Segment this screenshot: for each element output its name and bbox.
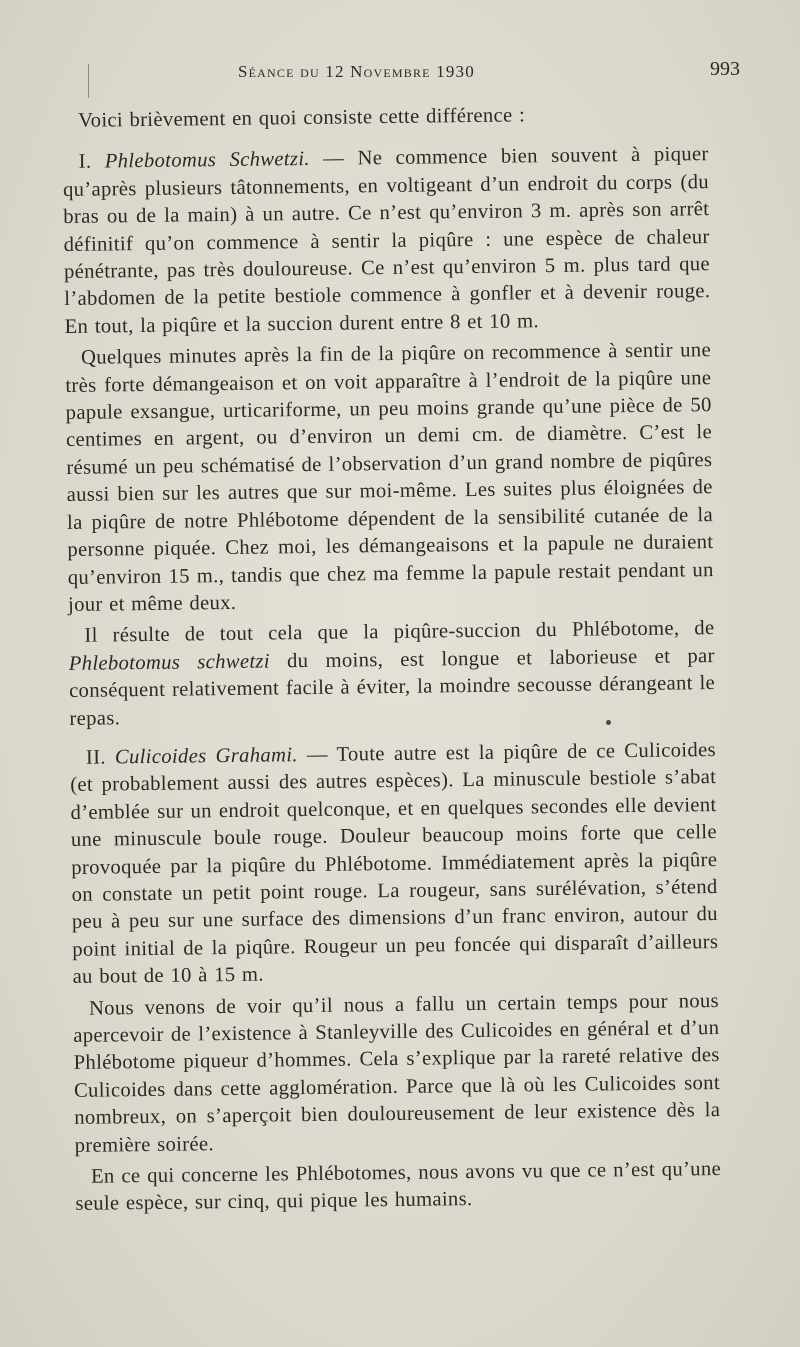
section-1-paragraph-3-start: Il résulte de tout cela que la piqûre-succion du Phlébotome, de	[84, 617, 715, 648]
section-1-label: I.	[78, 151, 92, 174]
section-2-paragraph-2: Nous venons de voir qu’il nous a fallu un certain temps pour nous apercevoir de l’existence à Stanleyville des Culicoides en général et d’un Phlébotome piqueur d’hommes. Cela s’explique par la rareté relative des Culicoides dans cette agglomération. Parce que là où les Culicoides sont nombreux, on s’aperçoit bien douloureusement de leur existence dès la première soirée.	[73, 989, 721, 1157]
section-2-paragraph-1-text: — Toute autre est la piqûre de ce Culicoides (et probablement aussi des autres espèces). La minuscule bestiole s’abat d’emblée sur un endroit quelconque, et en quelques secondes elle devient une minuscule boule rouge. Douleur beaucoup moins forte que celle provoquée par la piqûre du Phlébotome. Immédiatement après la piqûre on constate un petit point rouge. La rougeur, sans surélévation, s’étend peu à peu sur une surface des dimensions d’un franc environ, autour du point initial de la piqûre. Rougeur un peu foncée qui disparaît d’ailleurs au bout de 10 à 15 m.	[70, 738, 719, 989]
page-header	[60, 58, 740, 88]
section-2-species: Culicoides Grahami.	[114, 744, 298, 769]
ink-dot	[606, 720, 611, 725]
section-2-paragraph-3: En ce qui concerne les Phlébotomes, nous avons vu que ce n’est qu’une seule espèce, sur cinq, qui pique les humains.	[75, 1158, 722, 1216]
section-2-label: II.	[85, 746, 106, 769]
section-1-paragraph-3-species: Phlebotomus schwetzi	[68, 650, 271, 675]
section-1-paragraph-1-text: — Ne commence bien souvent à piquer qu’après plusieurs tâtonnements, en voltigeant d’un endroit du corps (du bras ou de la main) à un autre. Ce n’est qu’environ 3 m. après son arrêt définitif qu’on commence à sentir la piqûre : une espèce de chaleur pénétrante, pas très douloureuse. Ce n’est qu’environ 5 m. plus tard que l’abdomen de la petite bestiole commence à gonfler et à devenir rouge. En tout, la piqûre et la succion durent entre 8 et 10 m.	[62, 143, 711, 338]
section-1-paragraph-3-end: du moins, est longue et laborieuse et par conséquent relativement facile à éviter, la moindre secousse dérangeant le repas.	[68, 644, 716, 730]
section-1-paragraph-2: Quelques minutes après la fin de la piqûre on recommence à sentir une très forte démangeaison et on voit apparaître à l’endroit de la piqûre une papule exsangue, urticariforme, un peu moins grande qu’une pièce de 50 centimes en argent, ou d’environ un demi cm. de diamètre. C’est le résumé un peu schématisé de l’observation d’un grand nombre de piqûres aussi bien sur les autres que sur moi-même. Les suites plus éloignées de la piqûre de notre Phlébotome dépendent de la sensibilité cutanée de la personne piquée. Chez moi, les démangeaisons et la papule ne duraient qu’environ 15 m., tandis que chez ma femme la papule restait pendant un jour et même deux.	[65, 339, 714, 616]
body-text	[62, 100, 722, 1219]
running-head: Séance du 12 Novembre 1930	[238, 62, 475, 81]
section-2-paragraph-1	[70, 737, 719, 992]
page-number: 993	[710, 58, 740, 80]
section-1-paragraph-3	[68, 615, 715, 733]
section-1-species: Phlebotomus Schwetzi.	[104, 148, 310, 173]
section-1-paragraph-1	[63, 142, 711, 342]
intro-line: Voici brièvement en quoi consiste cette différence :	[78, 104, 526, 132]
